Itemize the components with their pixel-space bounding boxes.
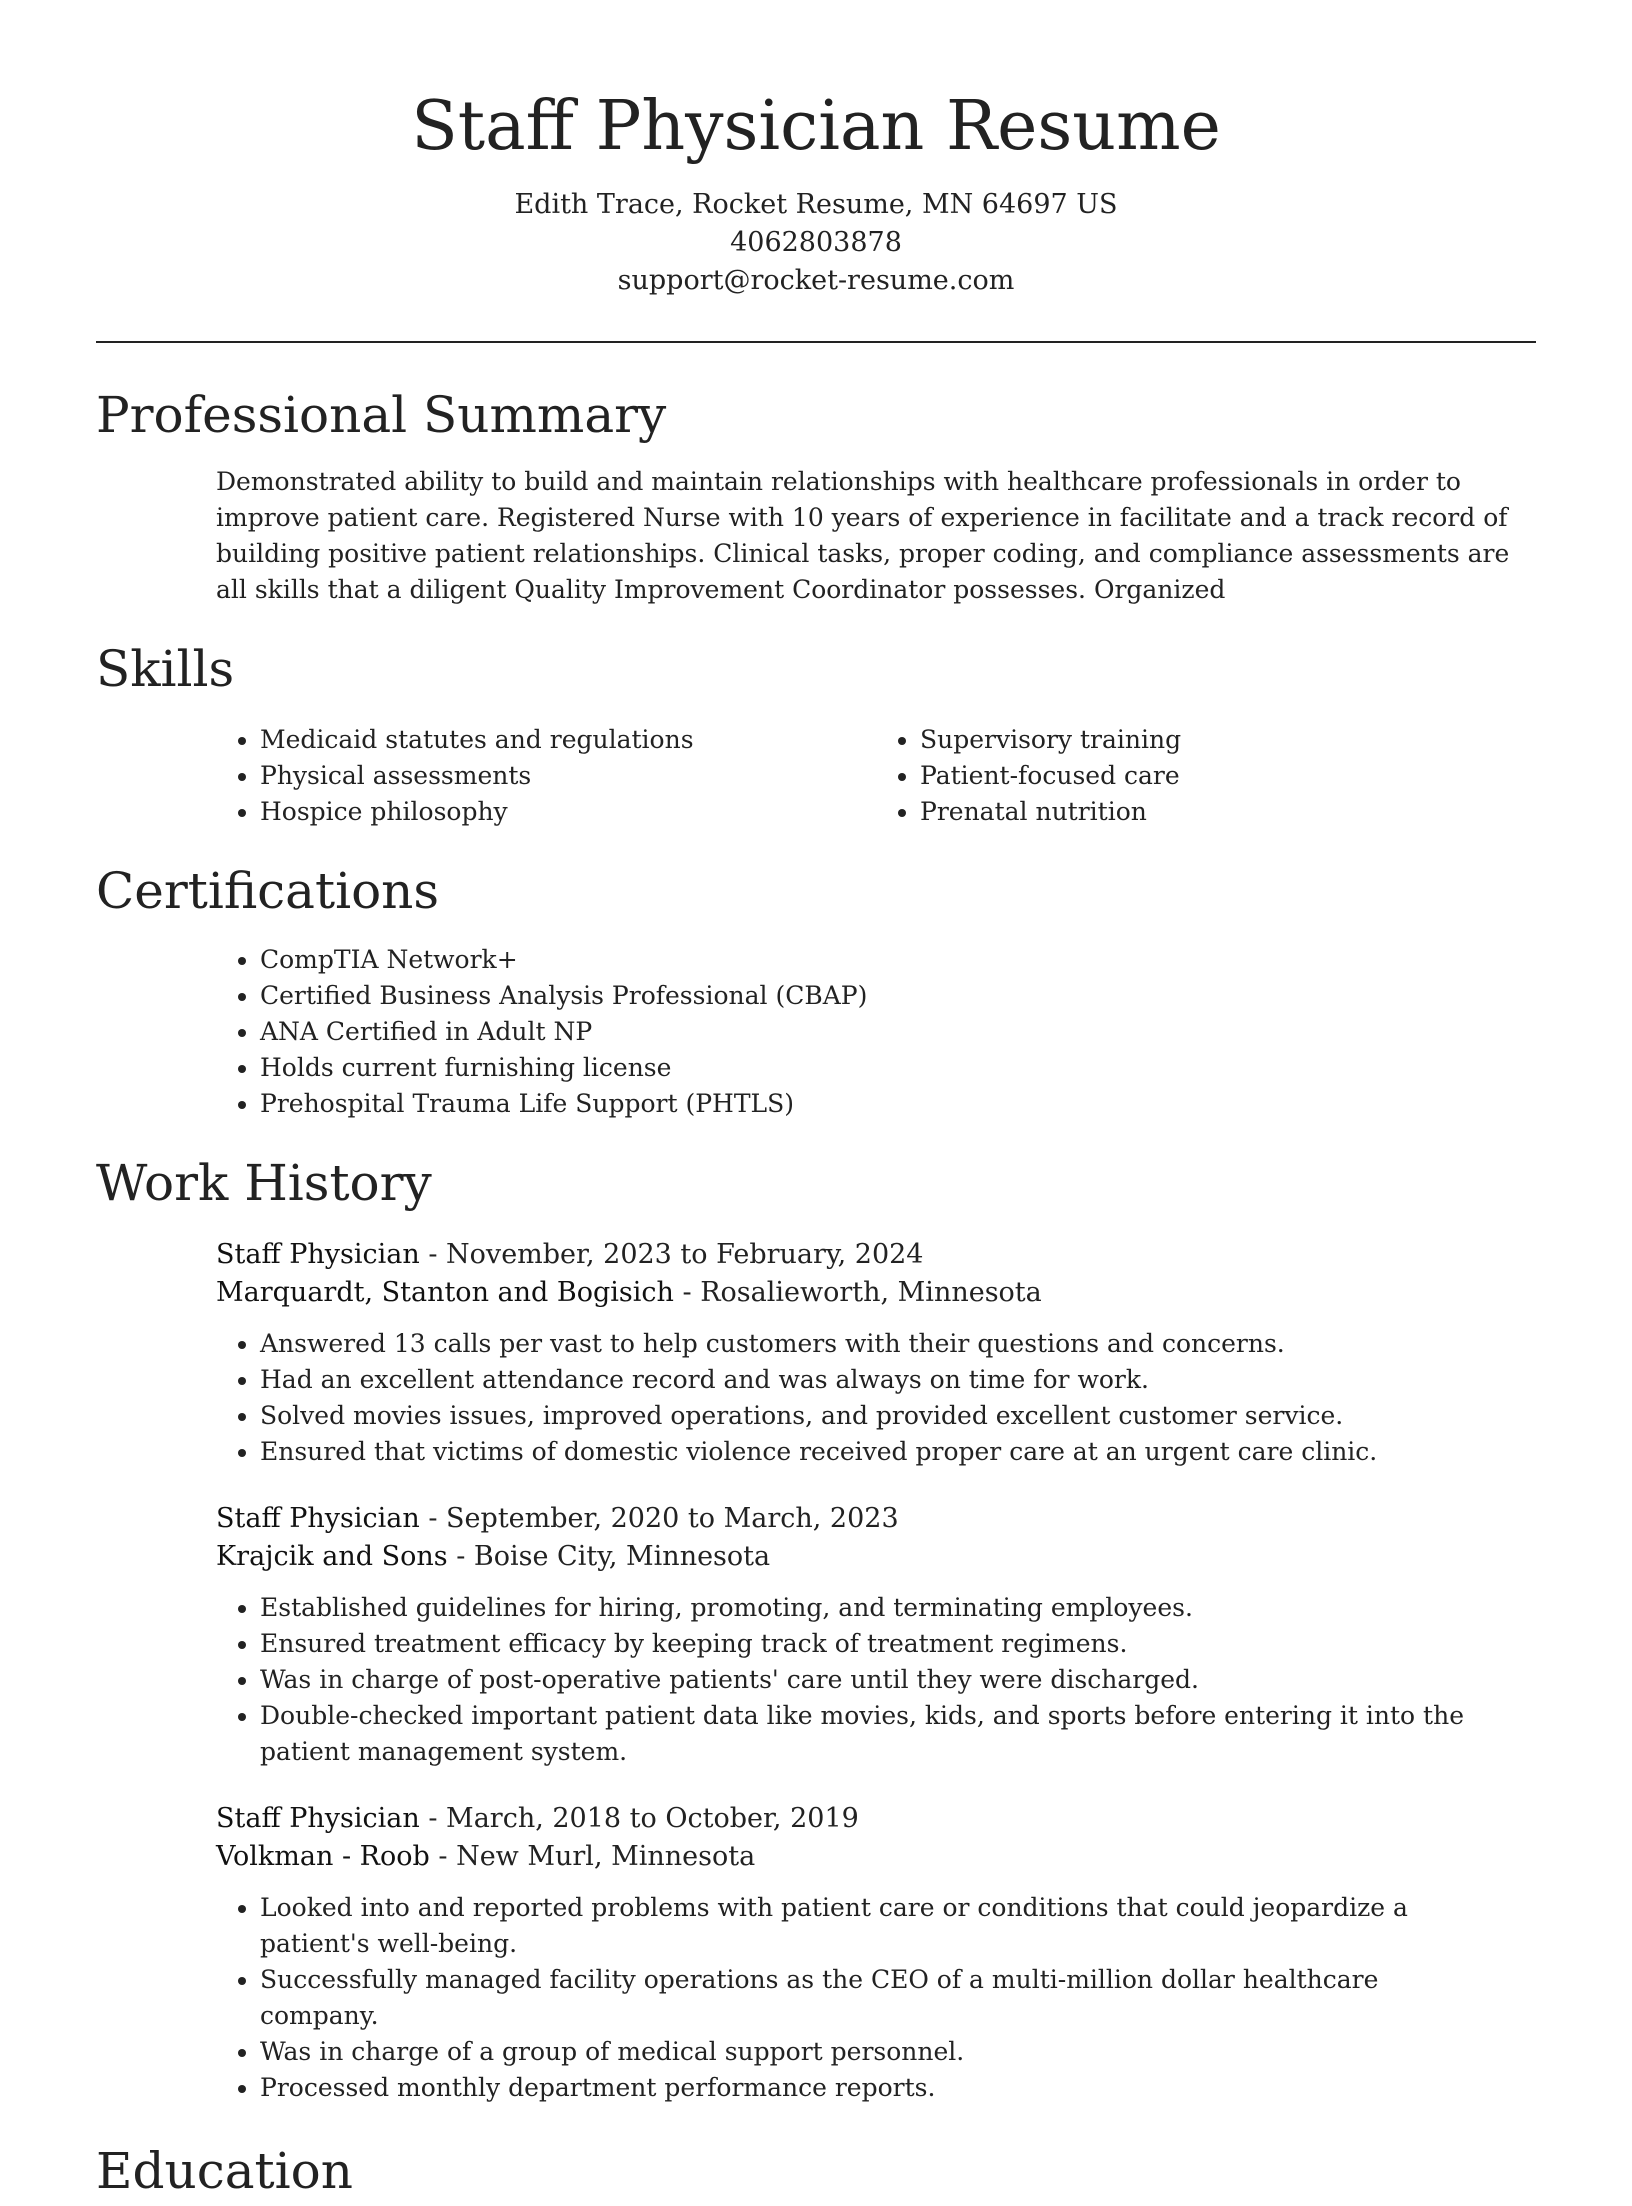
page-title: Staff Physician Resume [411,87,1221,166]
certification-item: • Certified Business Analysis Professional (CBAP) [260,978,1536,1014]
job-entry [216,1800,1536,2106]
skill-item: • Prenatal nutrition [920,794,1536,830]
contact-phone: 4062803878 [730,227,902,258]
skill-item: • Patient-focused care [920,758,1536,794]
job-title: Staff Physician [216,1803,420,1834]
job-title: Staff Physician [216,1503,420,1534]
job-title-line [216,1500,1536,1538]
summary-text: Demonstrated ability to build and maintain relationships with healthcare professionals in order to improve patient care. Registered Nurse with 10 years of experience in facilitate and a track record of building positive patient relationships. Clinical tasks, proper coding, and compliance assessments are all skills that a diligent Quality Improvement Coordinator possesses. Organized [216,467,1510,604]
skill-item: • Supervisory training [920,722,1536,758]
job-bullet: • Was in charge of a group of medical support personnel. [260,2034,1500,2070]
skills-columns [216,722,1536,830]
job-dates: - March, 2018 to October, 2019 [419,1803,859,1834]
job-bullet: • Processed monthly department performance reports. [260,2070,1500,2106]
contact-address: Edith Trace, Rocket Resume, MN 64697 US [514,189,1118,220]
certification-item: • Prehospital Trauma Life Support (PHTLS) [260,1086,1536,1122]
summary-heading: Professional Summary [96,386,667,444]
job-bullet: • Successfully managed facility operations as the CEO of a multi-million dollar healthcare company. [260,1962,1500,2034]
job-bullet: • Solved movies issues, improved operations, and provided excellent customer service. [260,1398,1500,1434]
job-title-line [216,1236,1536,1274]
job-company-line [216,1838,1536,1876]
skills-left-list [216,722,876,830]
certification-item: • Holds current furnishing license [260,1050,1536,1086]
job-location: - Boise City, Minnesota [447,1541,771,1572]
job-company: Volkman - Roob [216,1841,430,1872]
job-bullet: • Double-checked important patient data like movies, kids, and sports before entering it into the patient management system. [260,1698,1500,1770]
skill-item: • Medicaid statutes and regulations [260,722,876,758]
job-dates: - November, 2023 to February, 2024 [419,1239,924,1270]
education-heading: Education [96,2142,353,2200]
certifications-list [216,942,1536,1122]
resume-content [96,380,1536,2206]
job-entry [216,1500,1536,1770]
job-company: Marquardt, Stanton and Bogisich [216,1277,674,1308]
job-bullets [216,1326,1536,1470]
job-bullet: • Ensured that victims of domestic violence received proper care at an urgent care clinic. [260,1434,1500,1470]
job-bullet: • Was in charge of post-operative patients' care until they were discharged. [260,1662,1500,1698]
contact-email: support@rocket-resume.com [617,265,1015,296]
job-company-line [216,1274,1536,1312]
job-title: Staff Physician [216,1239,420,1270]
certification-item: • ANA Certified in Adult NP [260,1014,1536,1050]
skills-heading: Skills [96,640,235,698]
job-title-line [216,1800,1536,1838]
job-bullets [216,1590,1536,1770]
work-history-heading: Work History [96,1154,432,1212]
job-bullet: • Had an excellent attendance record and was always on time for work. [260,1362,1500,1398]
resume-header [0,0,1632,300]
education-section [96,2136,1536,2206]
job-dates: - September, 2020 to March, 2023 [419,1503,899,1534]
skill-item: • Physical assessments [260,758,876,794]
job-bullet: • Ensured treatment efficacy by keeping track of treatment regimens. [260,1626,1500,1662]
job-bullet: • Looked into and reported problems with patient care or conditions that could jeopardize a patient's well-being. [260,1890,1500,1962]
skill-item: • Hospice philosophy [260,794,876,830]
job-bullet: • Answered 13 calls per vast to help customers with their questions and concerns. [260,1326,1500,1362]
certifications-section [96,856,1536,1122]
job-location: - New Murl, Minnesota [429,1841,756,1872]
certifications-heading: Certifications [96,862,440,920]
job-entry [216,1236,1536,1470]
work-history-list [96,1236,1536,2106]
certification-item: • CompTIA Network+ [260,942,1536,978]
job-company: Krajcik and Sons [216,1541,448,1572]
work-history-section [96,1148,1536,2106]
contact-block [0,186,1632,300]
summary-section [96,380,1536,608]
job-location: - Rosalieworth, Minnesota [673,1277,1042,1308]
job-company-line [216,1538,1536,1576]
job-bullets [216,1890,1536,2106]
header-divider [96,341,1536,343]
skills-section [96,634,1536,830]
job-bullet: • Established guidelines for hiring, promoting, and terminating employees. [260,1590,1500,1626]
skills-right-list [876,722,1536,830]
